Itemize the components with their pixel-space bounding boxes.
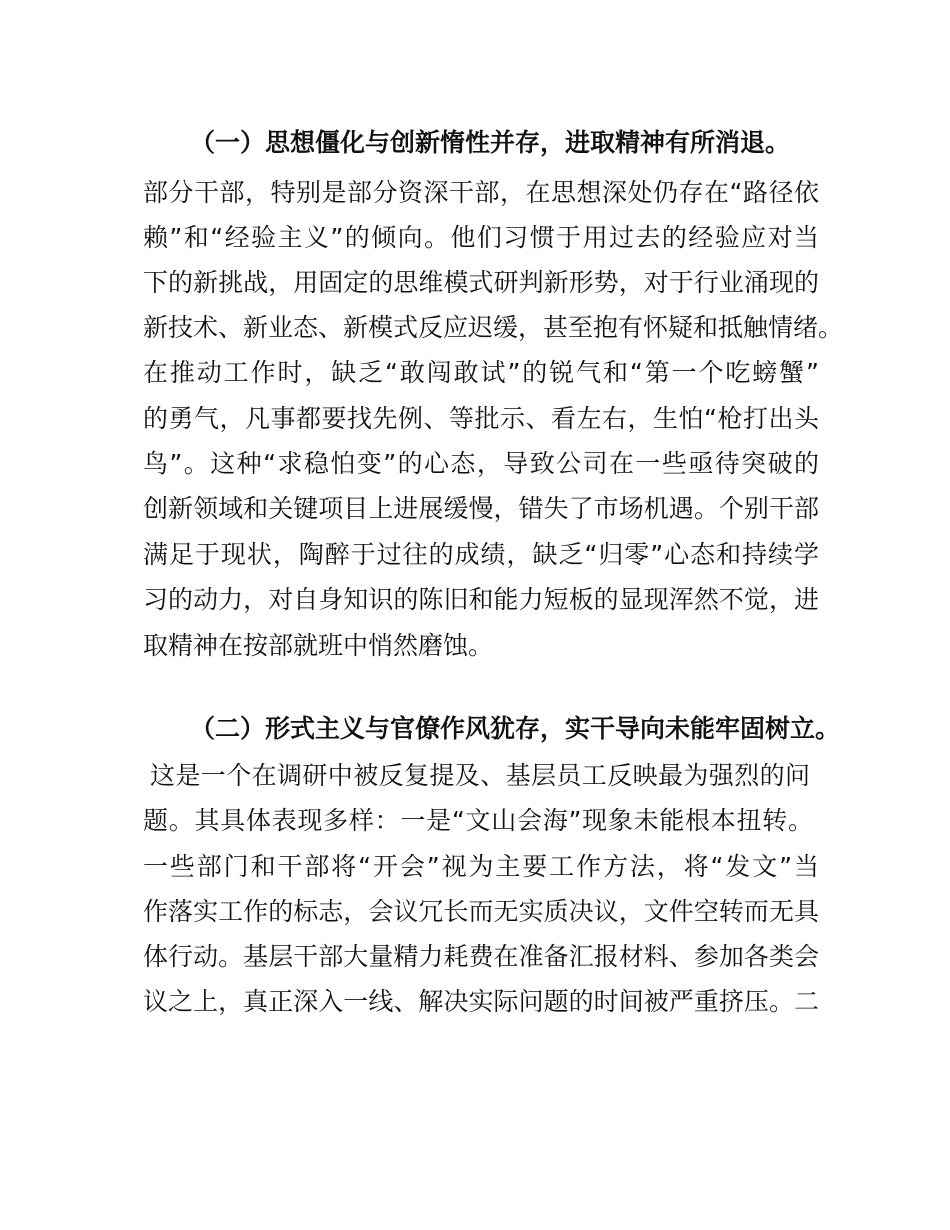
paragraph-line: 作落实工作的标志，会议冗长而无实质决议，文件空转而无具: [143, 897, 819, 926]
paragraph-line: 新技术、新业态、新模式反应迟缓，甚至抱有怀疑和抵触情绪。: [143, 313, 844, 342]
paragraph-line: 下的新挑战，用固定的思维模式研判新形势，对于行业涌现的: [143, 268, 819, 297]
paragraph-line: 体行动。基层干部大量精力耗费在准备汇报材料、参加各类会: [143, 942, 819, 971]
section-1-heading: （一）思想僵化与创新惰性并存，进取精神有所消退。: [190, 128, 791, 157]
paragraph-line: 部分干部，特别是部分资深干部，在思想深处仍存在“路径依: [143, 178, 819, 207]
paragraph-line: 在推动工作时，缺乏“敢闯敢试”的锐气和“第一个吃螃蟹”: [143, 358, 819, 387]
paragraph-line: 取精神在按部就班中悄然磨蚀。: [143, 631, 494, 660]
paragraph-line: 这是一个在调研中被反复提及、基层员工反映最为强烈的问: [150, 761, 810, 790]
section-2-heading: （二）形式主义与官僚作风犹存，实干导向未能牢固树立。: [190, 714, 841, 743]
paragraph-line: 习的动力，对自身知识的陈旧和能力短板的显现浑然不觉，进: [143, 585, 819, 614]
paragraph-line: 一些部门和干部将“开会”视为主要工作方法，将“发文”当: [143, 852, 819, 881]
paragraph-line: 议之上，真正深入一线、解决实际问题的时间被严重挤压。二: [143, 987, 819, 1016]
paragraph-line: 满足于现状，陶醉于过往的成绩，缺乏“归零”心态和持续学: [143, 540, 819, 569]
paragraph-line: 鸟”。这种“求稳怕变”的心态，导致公司在一些亟待突破的: [143, 449, 819, 478]
paragraph-line: 的勇气，凡事都要找先例、等批示、看左右，生怕“枪打出头: [143, 404, 819, 433]
paragraph-line: 创新领域和关键项目上进展缓慢，错失了市场机遇。个别干部: [143, 494, 819, 523]
paragraph-line: 赖”和“经验主义”的倾向。他们习惯于用过去的经验应对当: [143, 223, 819, 252]
paragraph-line: 题。其具体表现多样：一是“文山会海”现象未能根本扭转。: [143, 806, 813, 835]
